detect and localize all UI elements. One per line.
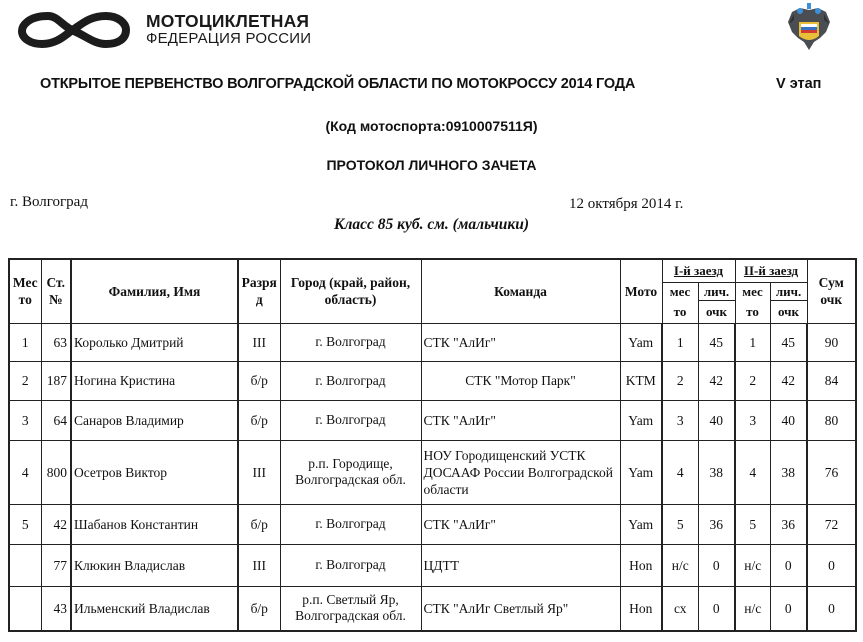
cell-moto: Yam	[620, 400, 662, 440]
col-header-heat1: I-й заезд	[662, 259, 735, 282]
document-title: ОТКРЫТОЕ ПЕРВЕНСТВО ВОЛГОГРАДСКОЙ ОБЛАСТИ ПО МОТОКРОССУ 2014 ГОДА	[40, 76, 636, 92]
cell-heat2-place: н/с	[735, 544, 770, 586]
col-header-city: Город (край, район, область)	[280, 259, 421, 323]
cell-number: 800	[41, 440, 71, 504]
cell-sum: 0	[807, 586, 856, 631]
federation-logo	[18, 10, 130, 50]
table-row	[9, 361, 856, 400]
cell-team: СТК "АлИг"	[421, 323, 620, 361]
cell-rank: III	[238, 544, 280, 586]
cell-rank: б/р	[238, 400, 280, 440]
event-date: 12 октября 2014 г.	[569, 196, 684, 212]
cell-rank: б/р	[238, 504, 280, 544]
cell-number: 64	[41, 400, 71, 440]
cell-place: 4	[9, 440, 41, 504]
cell-heat1-place: 5	[662, 504, 698, 544]
cell-moto: Yam	[620, 440, 662, 504]
cell-place	[9, 544, 41, 586]
cell-sum: 84	[807, 361, 856, 400]
cell-number: 77	[41, 544, 71, 586]
cell-name: Ногина Кристина	[71, 361, 238, 400]
federation-name-line1: МОТОЦИКЛЕТНАЯ	[146, 11, 310, 31]
cell-heat1-place: н/с	[662, 544, 698, 586]
cell-number: 63	[41, 323, 71, 361]
cell-heat2-place: 2	[735, 361, 770, 400]
cell-heat1-place: 3	[662, 400, 698, 440]
cell-heat2-place: 5	[735, 504, 770, 544]
sport-code: (Код мотоспорта:0910007511Я)	[325, 118, 538, 134]
cell-place	[9, 586, 41, 631]
class-title: Класс 85 куб. см. (мальчики)	[333, 216, 530, 233]
cell-sum: 0	[807, 544, 856, 586]
cell-heat1-points: 38	[698, 440, 735, 504]
cell-heat1-points: 0	[698, 586, 735, 631]
cell-heat2-points: 0	[770, 544, 807, 586]
cell-moto: Yam	[620, 323, 662, 361]
cell-name: Шабанов Константин	[71, 504, 238, 544]
cell-moto: Hon	[620, 544, 662, 586]
cell-heat1-points: 36	[698, 504, 735, 544]
cell-sum: 80	[807, 400, 856, 440]
cell-rank: б/р	[238, 586, 280, 631]
cell-heat1-place: 4	[662, 440, 698, 504]
cell-moto: Hon	[620, 586, 662, 631]
cell-heat2-points: 40	[770, 400, 807, 440]
cell-sum: 76	[807, 440, 856, 504]
cell-heat2-place: 3	[735, 400, 770, 440]
cell-name: Осетров Виктор	[71, 440, 238, 504]
cell-rank: III	[238, 440, 280, 504]
table-header-row	[9, 259, 856, 282]
col-header-h2-place: мес	[735, 282, 770, 300]
cell-heat2-place: н/с	[735, 586, 770, 631]
stage-label: V этап	[776, 76, 822, 92]
table-row	[9, 504, 856, 544]
cell-number: 43	[41, 586, 71, 631]
cell-team: НОУ Городищенский УСТК ДОСААФ России Волгоградской области	[421, 440, 620, 504]
cell-heat2-points: 45	[770, 323, 807, 361]
table-row	[9, 440, 856, 504]
cell-city: г. Волгоград	[280, 504, 421, 544]
cell-heat2-points: 42	[770, 361, 807, 400]
cell-team: СТК "Мотор Парк"	[421, 361, 620, 400]
cell-name: Королько Дмитрий	[71, 323, 238, 361]
cell-heat1-place: 1	[662, 323, 698, 361]
cell-city: г. Волгоград	[280, 400, 421, 440]
federation-name-line2: ФЕДЕРАЦИЯ РОССИИ	[146, 30, 312, 47]
cell-place: 3	[9, 400, 41, 440]
table-row	[9, 544, 856, 586]
col-header-name: Фамилия, Имя	[71, 259, 238, 323]
cell-city: р.п. Городище, Волгоградская обл.	[280, 440, 421, 504]
cell-rank: III	[238, 323, 280, 361]
cell-place: 2	[9, 361, 41, 400]
venue-city: г. Волгоград	[10, 194, 88, 210]
cell-city: г. Волгоград	[280, 323, 421, 361]
cell-moto: KTM	[620, 361, 662, 400]
cell-heat2-points: 0	[770, 586, 807, 631]
cell-place: 5	[9, 504, 41, 544]
cell-team: СТК "АлИг Светлый Яр"	[421, 586, 620, 631]
col-header-h1-points-cont: очк	[698, 300, 735, 323]
cell-heat1-points: 42	[698, 361, 735, 400]
cell-number: 187	[41, 361, 71, 400]
cell-heat1-points: 45	[698, 323, 735, 361]
cell-place: 1	[9, 323, 41, 361]
col-header-moto: Мото	[620, 259, 662, 323]
cell-city: р.п. Светлый Яр, Волгоградская обл.	[280, 586, 421, 631]
col-header-h2-points: лич.	[770, 282, 807, 300]
cell-team: СТК "АлИг"	[421, 504, 620, 544]
col-header-heat2: II-й заезд	[735, 259, 807, 282]
cell-heat2-place: 1	[735, 323, 770, 361]
col-header-h2-place-cont: то	[735, 300, 770, 323]
col-header-h1-place-cont: то	[662, 300, 698, 323]
cell-name: Клюкин Владислав	[71, 544, 238, 586]
protocol-title: ПРОТОКОЛ ЛИЧНОГО ЗАЧЕТА	[326, 157, 537, 173]
cell-heat1-points: 40	[698, 400, 735, 440]
col-header-h2-points-cont: очк	[770, 300, 807, 323]
cell-heat1-place: сх	[662, 586, 698, 631]
infinity-moto-logo-icon	[18, 10, 130, 50]
cell-city: г. Волгоград	[280, 361, 421, 400]
cell-heat2-points: 38	[770, 440, 807, 504]
col-header-sum: Сум очк	[807, 259, 856, 323]
cell-heat1-place: 2	[662, 361, 698, 400]
cell-sum: 72	[807, 504, 856, 544]
col-header-h1-points: лич.	[698, 282, 735, 300]
cell-name: Санаров Владимир	[71, 400, 238, 440]
cell-moto: Yam	[620, 504, 662, 544]
cell-number: 42	[41, 504, 71, 544]
cell-name: Ильменский Владислав	[71, 586, 238, 631]
results-table	[8, 258, 857, 632]
table-row	[9, 586, 856, 631]
col-header-rank: Разря д	[238, 259, 280, 323]
cell-rank: б/р	[238, 361, 280, 400]
state-emblem	[786, 2, 832, 52]
table-row	[9, 323, 856, 361]
cell-city: г. Волгоград	[280, 544, 421, 586]
col-header-h1-place: мес	[662, 282, 698, 300]
cell-heat2-place: 4	[735, 440, 770, 504]
table-row	[9, 400, 856, 440]
col-header-team: Команда	[421, 259, 620, 323]
cell-sum: 90	[807, 323, 856, 361]
cell-team: СТК "АлИг"	[421, 400, 620, 440]
cell-heat1-points: 0	[698, 544, 735, 586]
cell-heat2-points: 36	[770, 504, 807, 544]
cell-team: ЦДТТ	[421, 544, 620, 586]
col-header-place: Мес то	[9, 259, 41, 323]
double-headed-eagle-emblem-icon	[786, 2, 832, 52]
col-header-number: Ст. №	[41, 259, 71, 323]
